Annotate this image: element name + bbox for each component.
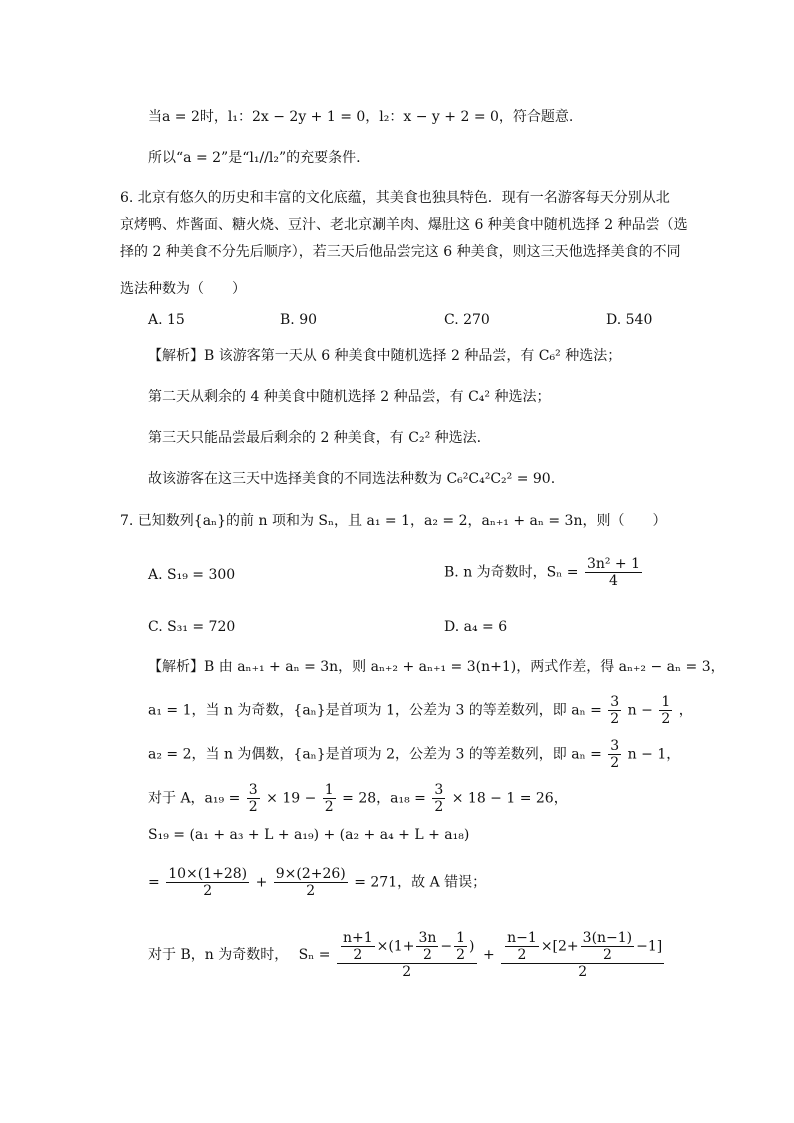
numerator (501, 930, 664, 964)
fraction (341, 930, 375, 963)
denominator: 2 (353, 947, 363, 963)
text: ) (469, 938, 475, 955)
fraction (247, 782, 260, 815)
a7-line-1: 【解析】B 由 aₙ₊₁ + aₙ = 3n，则 aₙ₊₂ + aₙ₊₁ = 3(n+1)，两式作差，得 aₙ₊₂ − aₙ = 3， (148, 659, 725, 675)
fraction (659, 694, 672, 727)
text: × 18 − 1 = 26， (451, 790, 568, 807)
numerator: 3 (434, 782, 444, 798)
denominator: 2 (402, 964, 412, 980)
numerator: 1 (661, 694, 671, 710)
denominator: 2 (203, 883, 213, 899)
q7-option-c: C. S₃₁ = 720 (148, 619, 236, 635)
a7-line-2-text: a₁ = 1，当 n 为奇数，{aₙ}是首项为 1，公差为 3 的等差数列，即 aₙ = (148, 702, 602, 719)
q7-option-b-text: B. n 为奇数时，Sₙ = (444, 564, 579, 581)
text: = 28，a₁₈ = (342, 790, 426, 807)
q6-option-c: C. 270 (444, 312, 490, 328)
numerator: 3n (418, 930, 437, 946)
numerator: 9×(2+26) (275, 866, 346, 882)
text: + (482, 947, 495, 963)
a7-line-6 (148, 866, 486, 899)
q6-line-1: 6. 北京有悠久的历史和丰富的文化底蕴，其美食也独具特色．现有一名游客每天分别从北 (120, 190, 670, 206)
denominator: 2 (422, 947, 432, 963)
fraction (416, 930, 438, 963)
numerator: 1 (324, 782, 334, 798)
numerator: n−1 (507, 930, 537, 946)
numerator: 3 (248, 782, 258, 798)
a6-line-3: 第三天只能品尝最后剩余的 2 种美食，有 C₂² 种选法. (148, 430, 482, 446)
a7-line-3-text: a₂ = 2，当 n 为偶数，{aₙ}是首项为 2，公差为 3 的等差数列，即 aₙ = (148, 746, 602, 763)
text: + (255, 874, 268, 891)
denominator: 2 (610, 711, 620, 727)
q6-option-a: A. 15 (148, 312, 185, 328)
a7-line-4 (148, 782, 568, 815)
text: n − (627, 702, 653, 719)
line-b1: 当a = 2时，l₁：2x − 2y + 1 = 0，l₂：x − y + 2 = 0，符合题意. (148, 109, 574, 125)
denominator: 2 (602, 947, 612, 963)
text: − (440, 938, 453, 955)
denominator: 2 (517, 947, 527, 963)
numerator: 10×(1+28) (168, 866, 248, 882)
numerator: 3 (610, 738, 620, 754)
fraction (581, 930, 635, 963)
fraction (608, 694, 621, 727)
q7-option-b-numerator: 3n² + 1 (586, 556, 641, 572)
a7-line-5: S₁₉ = (a₁ + a₃ + L + a₁₉) + (a₂ + a₄ + L + a₁₈) (148, 827, 470, 843)
fraction (432, 782, 445, 815)
text: −1] (636, 938, 663, 955)
big-fraction-1 (337, 930, 477, 980)
text: 对于 A，a₁₉ = (148, 790, 241, 807)
text: ×[2+ (540, 938, 579, 955)
text: Sₙ = (298, 947, 331, 963)
fraction (505, 930, 539, 963)
q6-line-4: 选法种数为（ ） (120, 281, 246, 297)
a7-line-3 (148, 738, 680, 771)
q6-line-2: 京烤鸭、炸酱面、糖火烧、豆汁、老北京涮羊肉、爆肚这 6 种美食中随机选择 2 种品尝（选 (120, 217, 688, 233)
text: n − 1， (627, 746, 681, 763)
q7-option-d: D. a₄ = 6 (444, 619, 508, 635)
big-fraction-2 (501, 930, 664, 980)
fraction (274, 866, 348, 899)
q6-option-d: D. 540 (606, 312, 653, 328)
text: ×(1+ (376, 938, 415, 955)
q7-option-a: A. S₁₉ = 300 (148, 567, 236, 583)
line-b2: 所以“a = 2”是“l₁//l₂”的充要条件. (148, 150, 361, 166)
q6-option-b: B. 90 (280, 312, 318, 328)
q7-option-b-denominator: 4 (609, 573, 618, 589)
fraction (323, 782, 336, 815)
denominator: 2 (661, 711, 671, 727)
text: = (148, 874, 160, 891)
denominator: 2 (324, 799, 334, 815)
a7-line-2 (148, 694, 693, 727)
a6-line-2: 第二天从剩余的 4 种美食中随机选择 2 种品尝，有 C₄² 种选法； (148, 389, 551, 405)
numerator: 3 (610, 694, 620, 710)
numerator (337, 930, 477, 964)
denominator: 2 (306, 883, 316, 899)
numerator: 1 (456, 930, 466, 946)
numerator: n+1 (342, 930, 373, 946)
q6-line-3: 择的 2 种美食不分先后顺序），若三天后他品尝完这 6 种美食，则这三天他选择美食的不同 (120, 244, 681, 260)
denominator: 2 (456, 947, 466, 963)
numerator: 3(n−1) (582, 930, 633, 946)
text: 对于 B，n 为奇数时， (148, 947, 289, 963)
text: × 19 − (266, 790, 317, 807)
a6-line-1: 【解析】B 该游客第一天从 6 种美食中随机选择 2 种品尝，有 C₆² 种选法； (148, 348, 622, 364)
fraction (608, 738, 621, 771)
denominator: 2 (248, 799, 258, 815)
text: ， (678, 702, 693, 719)
q7-option-b-fraction (585, 556, 642, 589)
denominator: 2 (610, 755, 620, 771)
text: = 271，故 A 错误； (354, 874, 487, 891)
a6-line-4: 故该游客在这三天中选择美食的不同选法种数为 C₆²C₄²C₂² = 90. (148, 471, 556, 487)
denominator: 2 (434, 799, 444, 815)
denominator: 2 (578, 964, 588, 980)
q7-option-b (444, 556, 644, 589)
fraction (166, 866, 249, 899)
q7-stem: 7. 已知数列{aₙ}的前 n 项和为 Sₙ，且 a₁ = 1，a₂ = 2，aₙ₊₁ + aₙ = 3n，则（ ） (120, 513, 667, 529)
a7-line-7 (148, 930, 666, 980)
fraction (454, 930, 467, 963)
